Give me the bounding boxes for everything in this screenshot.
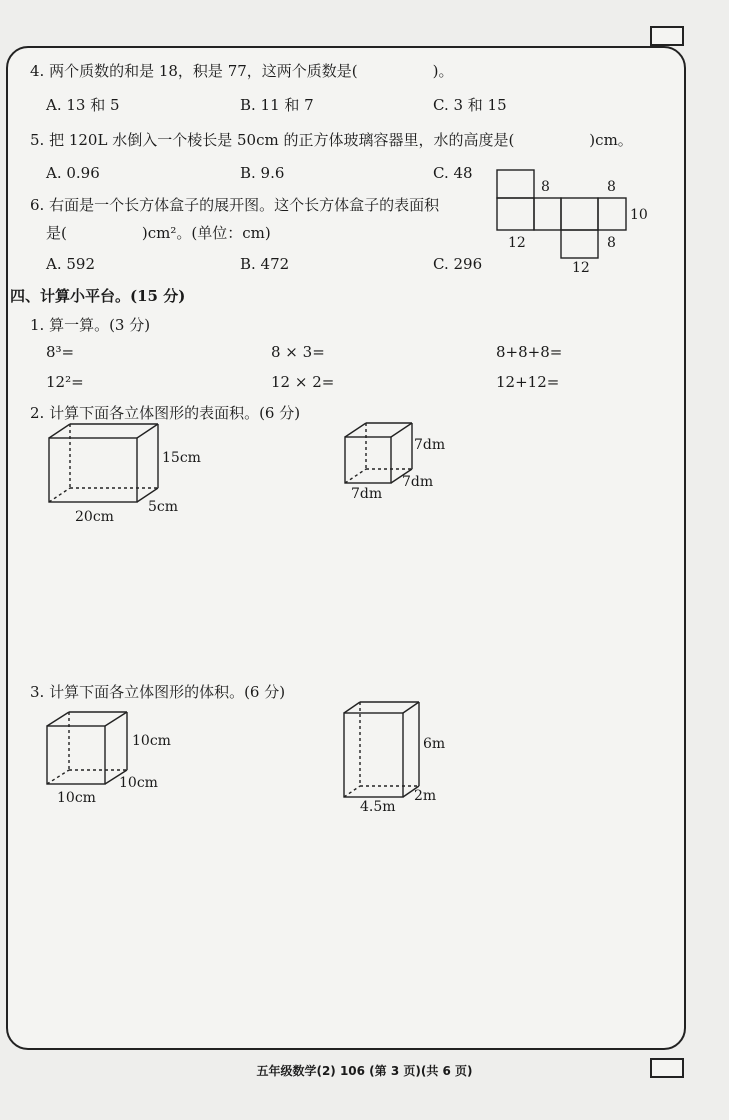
cuboid-1-height: 15cm: [162, 450, 201, 466]
q4-option-b[interactable]: B. 11 和 7: [240, 96, 314, 114]
calc-8-plus-8-plus-8[interactable]: 8+8+8=: [496, 343, 563, 361]
cube-3-width: 10cm: [57, 790, 96, 806]
cube-2-depth: 7dm: [402, 474, 434, 490]
calc-8-cubed[interactable]: 8³=: [46, 343, 75, 361]
net-label-10: 10: [630, 207, 648, 223]
calc-8-times-3[interactable]: 8 × 3=: [271, 343, 325, 361]
cube-2-width: 7dm: [351, 486, 383, 502]
q4-option-c[interactable]: C. 3 和 15: [433, 96, 507, 114]
cuboid-4-width: 4.5m: [360, 799, 396, 815]
section4-sub3: 3. 计算下面各立体图形的体积。(6 分): [30, 683, 286, 701]
q4-option-a[interactable]: A. 13 和 5: [46, 96, 120, 114]
q6-stem-line2: 是( )cm²。(单位：cm): [46, 224, 271, 242]
q6-option-a[interactable]: A. 592: [46, 255, 95, 273]
cube-3-depth: 10cm: [119, 775, 158, 791]
cube-3: [47, 712, 127, 784]
cuboid-1-width: 20cm: [75, 509, 114, 525]
section4-title: 四、计算小平台。(15 分): [10, 287, 186, 305]
net-label-8c: 8: [607, 235, 616, 251]
cuboid-1: [49, 424, 158, 502]
section4-sub1: 1. 算一算。(3 分): [30, 316, 151, 334]
cuboid-1-depth: 5cm: [148, 499, 179, 515]
q5-option-a[interactable]: A. 0.96: [46, 164, 100, 182]
q5-option-c[interactable]: C. 48: [433, 164, 473, 182]
section4-sub2: 2. 计算下面各立体图形的表面积。(6 分): [30, 404, 301, 422]
net-label-8b: 8: [607, 179, 616, 195]
cube-2-height: 7dm: [414, 437, 446, 453]
q5-option-b[interactable]: B. 9.6: [240, 164, 285, 182]
net-label-8a: 8: [541, 179, 550, 195]
calc-12-plus-12[interactable]: 12+12=: [496, 373, 560, 391]
net-label-12b: 12: [572, 260, 590, 276]
q6-option-b[interactable]: B. 472: [240, 255, 290, 273]
page-footer: 五年级数学(2) 106 (第 3 页)(共 6 页): [256, 1064, 473, 1078]
q5-stem: 5. 把 120L 水倒入一个棱长是 50cm 的正方体玻璃容器里，水的高度是( )cm。: [30, 131, 633, 149]
q4-stem: 4. 两个质数的和是 18，积是 77，这两个质数是( )。: [30, 62, 454, 80]
net-label-12a: 12: [508, 235, 526, 251]
cuboid-4-height: 6m: [423, 736, 446, 752]
q6-stem-line1: 6. 右面是一个长方体盒子的展开图。这个长方体盒子的表面积: [30, 196, 440, 214]
cuboid-4-depth: 2m: [414, 788, 437, 804]
calc-12-squared[interactable]: 12²=: [46, 373, 84, 391]
cuboid-4: [344, 702, 419, 797]
calc-12-times-2[interactable]: 12 × 2=: [271, 373, 335, 391]
q6-option-c[interactable]: C. 296: [433, 255, 483, 273]
cube-3-height: 10cm: [132, 733, 171, 749]
